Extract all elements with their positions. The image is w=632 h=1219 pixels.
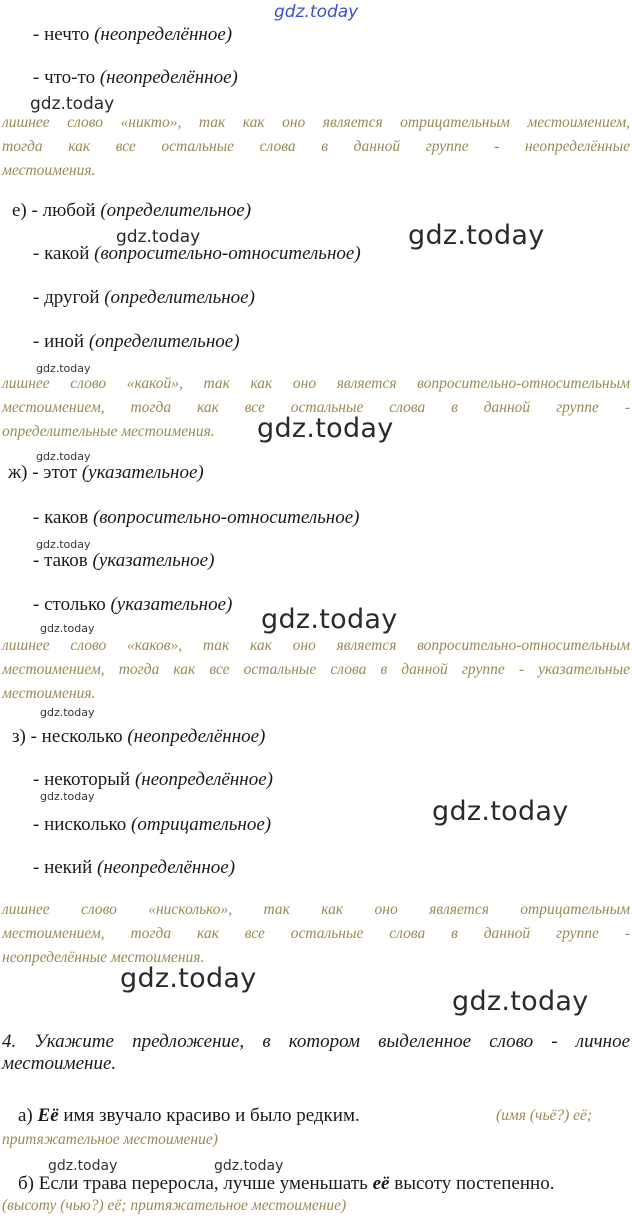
item-word: - любой bbox=[31, 200, 96, 221]
note-line: местоимением, тогда как все остальные слова в данной группе - указательные bbox=[2, 661, 630, 678]
item-word: что-то bbox=[44, 67, 96, 88]
task-4-question bbox=[2, 1031, 630, 1075]
item-type: (указательное) bbox=[81, 462, 204, 483]
item-type: (определительное) bbox=[88, 331, 240, 352]
answer-b bbox=[18, 1173, 554, 1195]
watermark: gdz.today bbox=[40, 706, 95, 719]
item-word: - каков bbox=[33, 507, 89, 528]
list-item-zh-3 bbox=[33, 550, 214, 572]
watermark: gdz.today bbox=[30, 94, 115, 114]
list-item-e-2 bbox=[33, 243, 361, 265]
answer-a-note-1: (имя (чьё?) её; bbox=[496, 1107, 593, 1124]
note-d bbox=[2, 111, 630, 183]
watermark: gdz.today bbox=[40, 790, 95, 803]
item-word: - несколько bbox=[30, 726, 123, 747]
list-item-z-2 bbox=[33, 769, 273, 791]
note-line: лишнее слово «какой», так как оно является вопросительно-относительным bbox=[2, 375, 630, 392]
section-letter: ж) bbox=[8, 462, 28, 483]
list-item-e-4 bbox=[33, 331, 240, 353]
note-line: лишнее слово «нисколько», так как оно является отрицательным bbox=[2, 901, 630, 918]
item-type: (неопределённое) bbox=[134, 769, 273, 790]
watermark: gdz.today bbox=[116, 227, 201, 247]
list-item-z-4 bbox=[33, 857, 235, 879]
note-line: определительные местоимения. bbox=[2, 423, 215, 440]
answer-b-note: (высоту (чью?) её; притяжательное местоимение) bbox=[2, 1197, 347, 1214]
item-type: (отрицательное) bbox=[131, 814, 272, 835]
note-line: местоимения. bbox=[2, 685, 96, 702]
answer-text: имя звучало красиво и было редким. bbox=[58, 1105, 360, 1126]
list-item-zh-1 bbox=[8, 462, 204, 484]
item-type: (определительное) bbox=[100, 200, 252, 221]
answer-text: высоту постепенно. bbox=[389, 1173, 555, 1194]
note-line: местоимением, тогда как все остальные слова в данной группе - bbox=[2, 399, 630, 416]
list-item-z-3 bbox=[33, 814, 271, 836]
item-word: нечто bbox=[44, 24, 90, 45]
watermark: gdz.today bbox=[120, 963, 257, 994]
note-line: местоимения. bbox=[2, 162, 96, 179]
watermark: gdz.today bbox=[261, 604, 398, 635]
item-type: (указательное) bbox=[110, 594, 233, 615]
watermark: gdz.today bbox=[432, 796, 569, 827]
watermark: gdz.today bbox=[48, 1158, 118, 1174]
item-type: (вопросительно-относительное) bbox=[92, 507, 360, 528]
item-word: - столько bbox=[33, 594, 106, 615]
item-word: - иной bbox=[33, 331, 85, 352]
item-word: - нисколько bbox=[33, 814, 127, 835]
list-item-e-3 bbox=[33, 287, 255, 309]
item-prefix: - bbox=[33, 24, 45, 45]
note-line: неопределённые местоимения. bbox=[2, 949, 205, 966]
item-type: (определительное) bbox=[104, 287, 255, 308]
task-line: 4. Укажите предложение, в котором выделенное слово - личное bbox=[2, 1031, 630, 1052]
note-line: тогда как все остальные слова в данной группе - неопределённые bbox=[2, 138, 630, 155]
watermark-top: gdz.today bbox=[274, 2, 359, 22]
note-line: местоимением, тогда как все остальные слова в данной группе - bbox=[2, 925, 630, 942]
highlighted-word: Её bbox=[37, 1105, 59, 1126]
list-item-chto-to bbox=[33, 67, 238, 89]
watermark: gdz.today bbox=[36, 538, 91, 551]
watermark: gdz.today bbox=[214, 1158, 284, 1174]
section-letter: е) bbox=[12, 200, 27, 221]
note-line: лишнее слово «никто», так как оно является отрицательным местоимением, bbox=[2, 114, 630, 131]
list-item-zh-2 bbox=[33, 507, 359, 529]
item-type: (неопределённое) bbox=[99, 67, 238, 88]
item-word: - какой bbox=[33, 243, 90, 264]
item-word: - таков bbox=[33, 550, 88, 571]
item-type: (неопределённое) bbox=[127, 726, 266, 747]
watermark: gdz.today bbox=[408, 220, 545, 251]
watermark: gdz.today bbox=[452, 986, 589, 1017]
item-type: (неопределённое) bbox=[94, 24, 233, 45]
list-item-nechto bbox=[33, 24, 232, 46]
item-type: (указательное) bbox=[92, 550, 215, 571]
answer-a bbox=[18, 1105, 360, 1127]
list-item-zh-4 bbox=[33, 594, 232, 616]
item-word: - другой bbox=[33, 287, 100, 308]
item-type: (неопределённое) bbox=[97, 857, 236, 878]
note-z bbox=[2, 898, 630, 970]
answer-letter: а) bbox=[18, 1105, 33, 1126]
section-letter: з) bbox=[12, 726, 26, 747]
watermark: gdz.today bbox=[257, 413, 394, 444]
watermark: gdz.today bbox=[40, 622, 95, 635]
answer-text: Если трава переросла, лучше уменьшать bbox=[38, 1173, 373, 1194]
task-line: местоимение. bbox=[2, 1053, 117, 1074]
watermark: gdz.today bbox=[36, 450, 91, 463]
note-zh bbox=[2, 634, 630, 706]
watermark: gdz.today bbox=[36, 362, 91, 375]
note-line: лишнее слово «каков», так как оно является вопросительно-относительным bbox=[2, 637, 630, 654]
answer-letter: б) bbox=[18, 1173, 34, 1194]
item-prefix: - bbox=[33, 67, 45, 88]
highlighted-word: её bbox=[372, 1173, 390, 1194]
item-word: - некоторый bbox=[33, 769, 131, 790]
item-word: - некий bbox=[33, 857, 93, 878]
item-type: (вопросительно-относительное) bbox=[94, 243, 361, 264]
list-item-e-1 bbox=[12, 200, 251, 222]
item-word: - этот bbox=[32, 462, 78, 483]
answer-a-note-2: притяжательное местоимение) bbox=[2, 1131, 218, 1148]
list-item-z-1 bbox=[12, 726, 265, 748]
